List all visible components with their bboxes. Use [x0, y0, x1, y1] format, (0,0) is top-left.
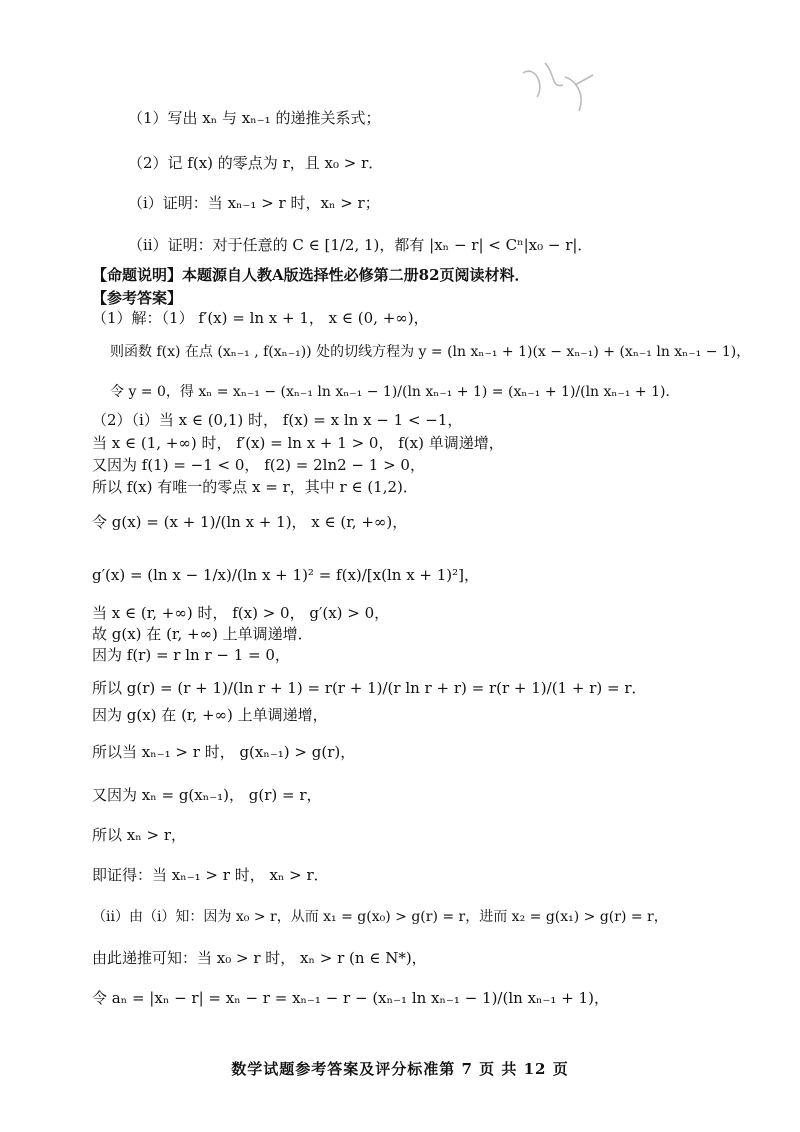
solution-line: 由此递推可知：当 x₀ > r 时， xₙ > r (n ∈ N*)， — [92, 949, 427, 967]
solution-line: （2）（i）当 x ∈ (0,1) 时， f(x) = x ln x − 1 < −1， — [92, 411, 463, 429]
solution-line: 令 y = 0，得 xₙ = xₙ₋₁ − (xₙ₋₁ ln xₙ₋₁ − 1)/(ln xₙ₋₁ + 1) = (xₙ₋₁ + 1)/(ln xₙ₋₁ + 1)． — [110, 384, 680, 400]
solution-line: 又因为 f(1) = −1 < 0， f(2) = 2ln2 − 1 > 0， — [92, 456, 425, 474]
solution-line: 当 x ∈ (1, +∞) 时， f′(x) = ln x + 1 > 0， f(x) 单调递增， — [92, 434, 504, 452]
page-footer: 数学试题参考答案及评分标准第 7 页 共 12 页 — [231, 1060, 569, 1078]
solution-line: 因为 g(x) 在 (r, +∞) 上单调递增， — [92, 706, 328, 724]
solution-line: 因为 f(r) = r ln r − 1 = 0， — [92, 646, 290, 664]
solution-line: 令 aₙ = |xₙ − r| = xₙ − r = xₙ₋₁ − r − (xₙ₋₁ ln xₙ₋₁ − 1)/(ln xₙ₋₁ + 1)， — [92, 989, 609, 1007]
solution-line: （ii）由（i）知：因为 x₀ > r，从而 x₁ = g(x₀) > g(r) = r，进而 x₂ = g(x₁) > g(r) = r， — [92, 909, 668, 925]
problem-part-2-i: （i）证明：当 xₙ₋₁ > r 时，xₙ > r； — [128, 194, 380, 212]
solution-line: 又因为 xₙ = g(xₙ₋₁)， g(r) = r， — [92, 786, 322, 804]
solution-line: 所以 g(r) = (r + 1)/(ln r + 1) = r(r + 1)/(r ln r + r) = r(r + 1)/(1 + r) = r． — [92, 679, 647, 697]
answer-heading: 【参考答案】 — [92, 289, 183, 307]
solution-line: 所以 xₙ > r， — [92, 826, 186, 844]
problem-part-1: （1）写出 xₙ 与 xₙ₋₁ 的递推关系式； — [128, 109, 381, 127]
solution-line: 即证得：当 xₙ₋₁ > r 时， xₙ > r． — [92, 866, 329, 884]
solution-line: 所以当 xₙ₋₁ > r 时， g(xₙ₋₁) > g(r)， — [92, 743, 356, 761]
solution-line: 所以 f(x) 有唯一的零点 x = r，其中 r ∈ (1,2)． — [92, 478, 418, 496]
solution-line: （1）解：（1） f′(x) = ln x + 1， x ∈ (0, +∞)， — [92, 309, 429, 327]
source-note: 【命题说明】本题源自人教A版选择性必修第二册82页阅读材料． — [92, 266, 530, 284]
problem-part-2-ii: （ii）证明：对于任意的 C ∈ [1/2, 1)，都有 |xₙ − r| < Cⁿ|x₀ − r|． — [128, 236, 593, 254]
problem-part-2: （2）记 f(x) 的零点为 r，且 x₀ > r． — [128, 154, 384, 172]
solution-line: 故 g(x) 在 (r, +∞) 上单调递增． — [92, 625, 313, 643]
pencil-scribble-mark — [515, 55, 605, 135]
solution-line: 令 g(x) = (x + 1)/(ln x + 1)， x ∈ (r, +∞)， — [92, 513, 408, 531]
solution-line: 则函数 f(x) 在点 (xₙ₋₁ , f(xₙ₋₁)) 处的切线方程为 y = (ln xₙ₋₁ + 1)(x − xₙ₋₁) + (xₙ₋₁ ln xₙ₋₁ − 1)， — [110, 344, 751, 360]
solution-line: 当 x ∈ (r, +∞) 时， f(x) > 0， g′(x) > 0， — [92, 604, 390, 622]
solution-line: g′(x) = (ln x − 1/x)/(ln x + 1)² = f(x)/[x(ln x + 1)²]， — [92, 566, 480, 584]
